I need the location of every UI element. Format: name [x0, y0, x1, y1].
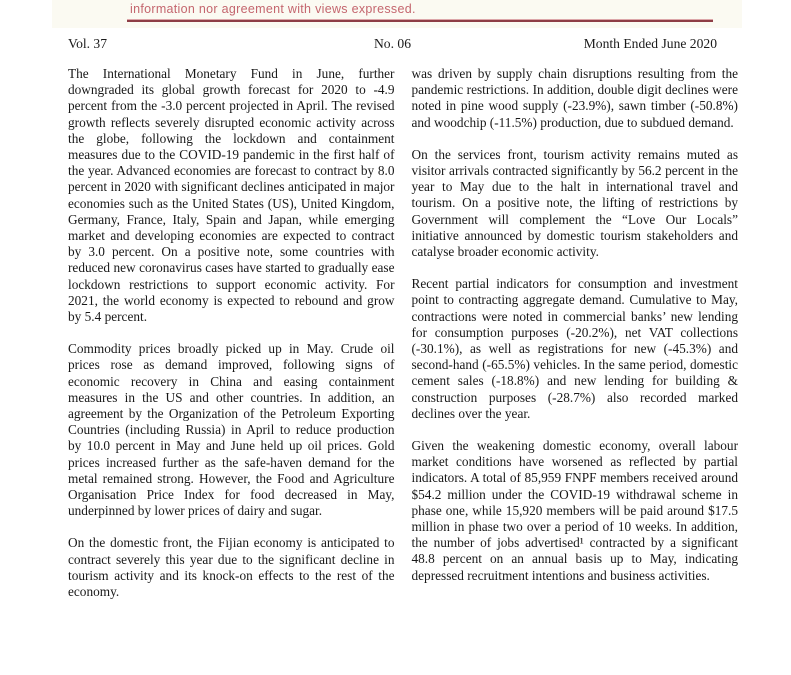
paragraph-commodity-prices: Commodity prices broadly picked up in May. Crude oil prices rose as demand improved, following signs of economic recovery in China and easing containment measures in the US and other countries. In addition, an agreement by the Organization of the Petroleum Exporting Countries (including Russia) in April to reduce production by 10.0 percent in May and June held up oil prices. Gold prices increased further as the safe-haven demand for the metal remained strong. However, the Food and Agriculture Organisation Price Index for food decreased in May, underpinned by lower prices of dairy and sugar.	[68, 341, 395, 519]
paragraph-supply-disruptions: was driven by supply chain disruptions resulting from the pandemic restrictions. In addition, double digit declines were noted in pine wood supply (-23.9%), sawn timber (-50.8%) and woodchip (-11.5%) production, due to subdued demand.	[411, 66, 738, 130]
body-columns	[68, 66, 738, 600]
paragraph-consumption-investment: Recent partial indicators for consumption and investment point to contracting aggregate demand. Cumulative to May, contractions were noted in commercial banks’ new lending for consumption purposes (-20.2%), net VAT collections (-30.1%), as well as registrations for new (-45.3%) and second-hand (-65.5%) vehicles. In the same period, domestic cement sales (-18.8%) and new lending for building & construction purposes (-28.7%) also recorded marked declines over the year.	[411, 276, 738, 421]
disclaimer-text: information nor agreement with views expressed.	[130, 2, 416, 16]
masthead	[68, 36, 717, 54]
header-divider	[127, 19, 713, 22]
issue-number-label: No. 06	[373, 36, 412, 51]
paragraph-tourism-services: On the services front, tourism activity remains muted as visitor arrivals contracted significantly by 56.2 percent in the year to May due to the halt in international travel and tourism. On a positive note, the lifting of restrictions by Government will complement the “Love Our Locals” initiative announced by domestic tourism stakeholders and catalyse broader economic activity.	[411, 146, 738, 260]
paragraph-imf-outlook: The International Monetary Fund in June, further downgraded its global growth forecast for 2020 to -4.9 percent from the -3.0 percent projected in April. The revised growth reflects severely disrupted economic activity across the globe, following the lockdown and containment measures due to the COVID-19 pandemic in the first half of the year. Advanced economies are forecast to contract by 8.0 percent in 2020 with significant declines anticipated in major economies such as the United States (US), United Kingdom, Germany, France, Italy, Spain and Japan, while emerging market and developing economies are expected to contract by 3.0 percent. On a positive note, some countries with reduced new coronavirus cases have started to gradually ease lockdown restrictions to support economic activity. For 2021, the world economy is expected to rebound and grow by 5.4 percent.	[68, 66, 395, 325]
volume-label: Vol. 37	[68, 36, 108, 51]
paragraph-domestic-front: On the domestic front, the Fijian economy is anticipated to contract severely this year due to the significant decline in tourism activity and its knock-on effects to the rest of the economy.	[68, 535, 395, 600]
right-column	[412, 66, 739, 600]
period-label: Month Ended June 2020	[583, 36, 717, 51]
paragraph-labour-market: Given the weakening domestic economy, overall labour market conditions have worsened as reflected by partial indicators. A total of 85,959 FNPF members received around $54.2 million under the COVID-19 withdrawal scheme in phase one, while 15,920 members will be paid around $17.5 million in phase two over a period of 10 weeks. In addition, the number of jobs advertised¹ contracted by a significant 48.8 percent on an annual basis up to May, indicating depressed recruitment intentions and business activities.	[411, 438, 738, 583]
left-column	[68, 66, 395, 600]
